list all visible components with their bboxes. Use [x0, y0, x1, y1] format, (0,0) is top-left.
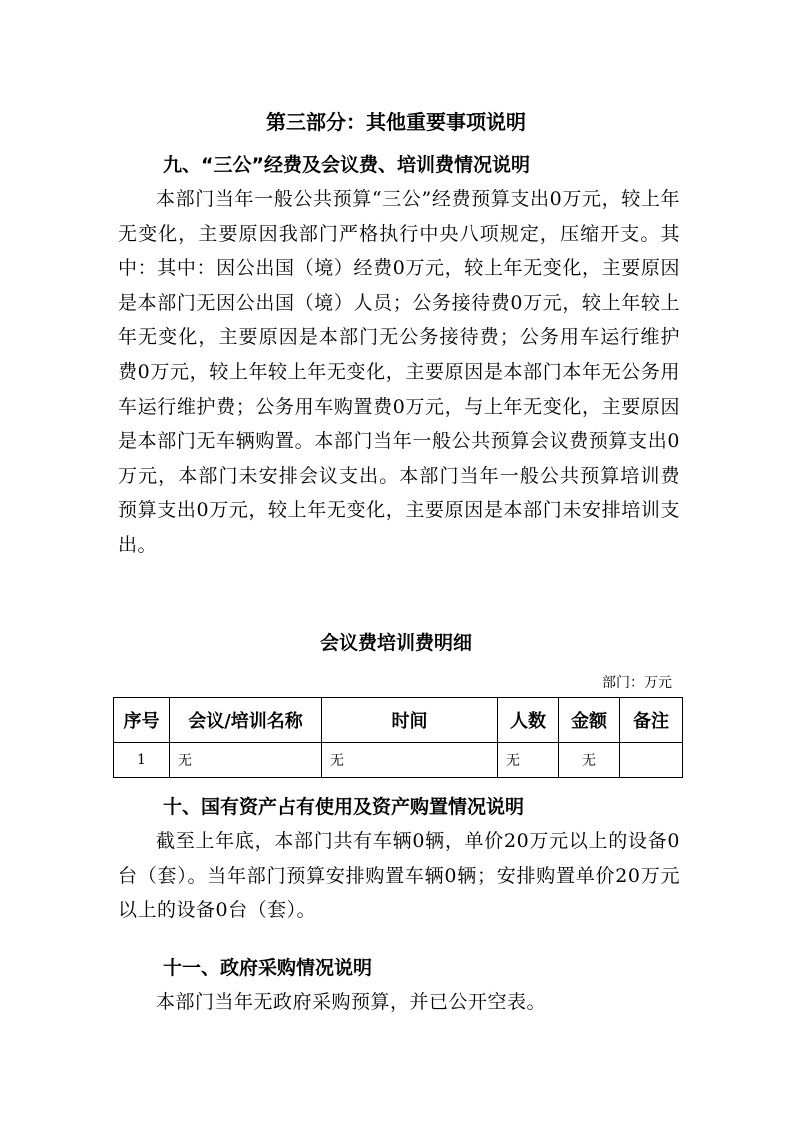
- meeting-training-fee-table: [113, 697, 683, 778]
- cell-count: 无: [498, 743, 559, 778]
- page-title: 第三部分：其他重要事项说明: [266, 110, 526, 134]
- table-title: 会议费培训费明细: [319, 632, 472, 654]
- cell-name: 无: [170, 743, 322, 778]
- section-9-heading: 九、“三公”经费及会议费、培训费情况说明: [163, 154, 530, 176]
- section-10-paragraph: 截至上年底，本部门共有车辆0辆，单价20万元以上的设备0台（套）。当年部门预算安排购置车辆0辆；安排购置单价20万元以上的设备0台（套）。: [118, 830, 680, 922]
- column-header-time: 时间: [322, 698, 498, 743]
- column-header-amount: 金额: [559, 698, 620, 743]
- column-header-remarks: 备注: [620, 698, 683, 743]
- column-header-index: 序号: [114, 698, 170, 743]
- cell-amount: 无: [559, 743, 620, 778]
- cell-time: 无: [322, 743, 498, 778]
- section-10-heading: 十、国有资产占有使用及资产购置情况说明: [163, 796, 525, 818]
- section-9-paragraph: 本部门当年一般公共预算“三公”经费预算支出0万元，较上年无变化，主要原因我部门严格执行中央八项规定，压缩开支。其中：其中：因公出国（境）经费0万元，较上年无变化，主要原因是本部门无因公出国（境）人员；公务接待费0万元，较上年较上年无变化，主要原因是本部门无公务接待费；公务用车运行维护费0万元，较上年较上年无变化，主要原因是本部门本年无公务用车运行维护费；公务用车购置费0万元，与上年无变化，主要原因是本部门无车辆购置。本部门当年一般公共预算会议费预算支出0万元，本部门未安排会议支出。本部门当年一般公共预算培训费预算支出0万元，较上年无变化，主要原因是本部门未安排培训支出。: [118, 188, 680, 556]
- column-header-name: 会议/培训名称: [170, 698, 322, 743]
- table-row: [114, 743, 683, 778]
- section-11-heading: 十一、政府采购情况说明: [163, 957, 373, 979]
- table-header-row: [114, 698, 683, 743]
- section-11-paragraph: 本部门当年无政府采购预算，并已公开空表。: [156, 991, 547, 1013]
- cell-remarks: [620, 743, 683, 778]
- cell-index: 1: [114, 743, 170, 778]
- column-header-count: 人数: [498, 698, 559, 743]
- table-unit-label: 部门：万元: [602, 675, 672, 691]
